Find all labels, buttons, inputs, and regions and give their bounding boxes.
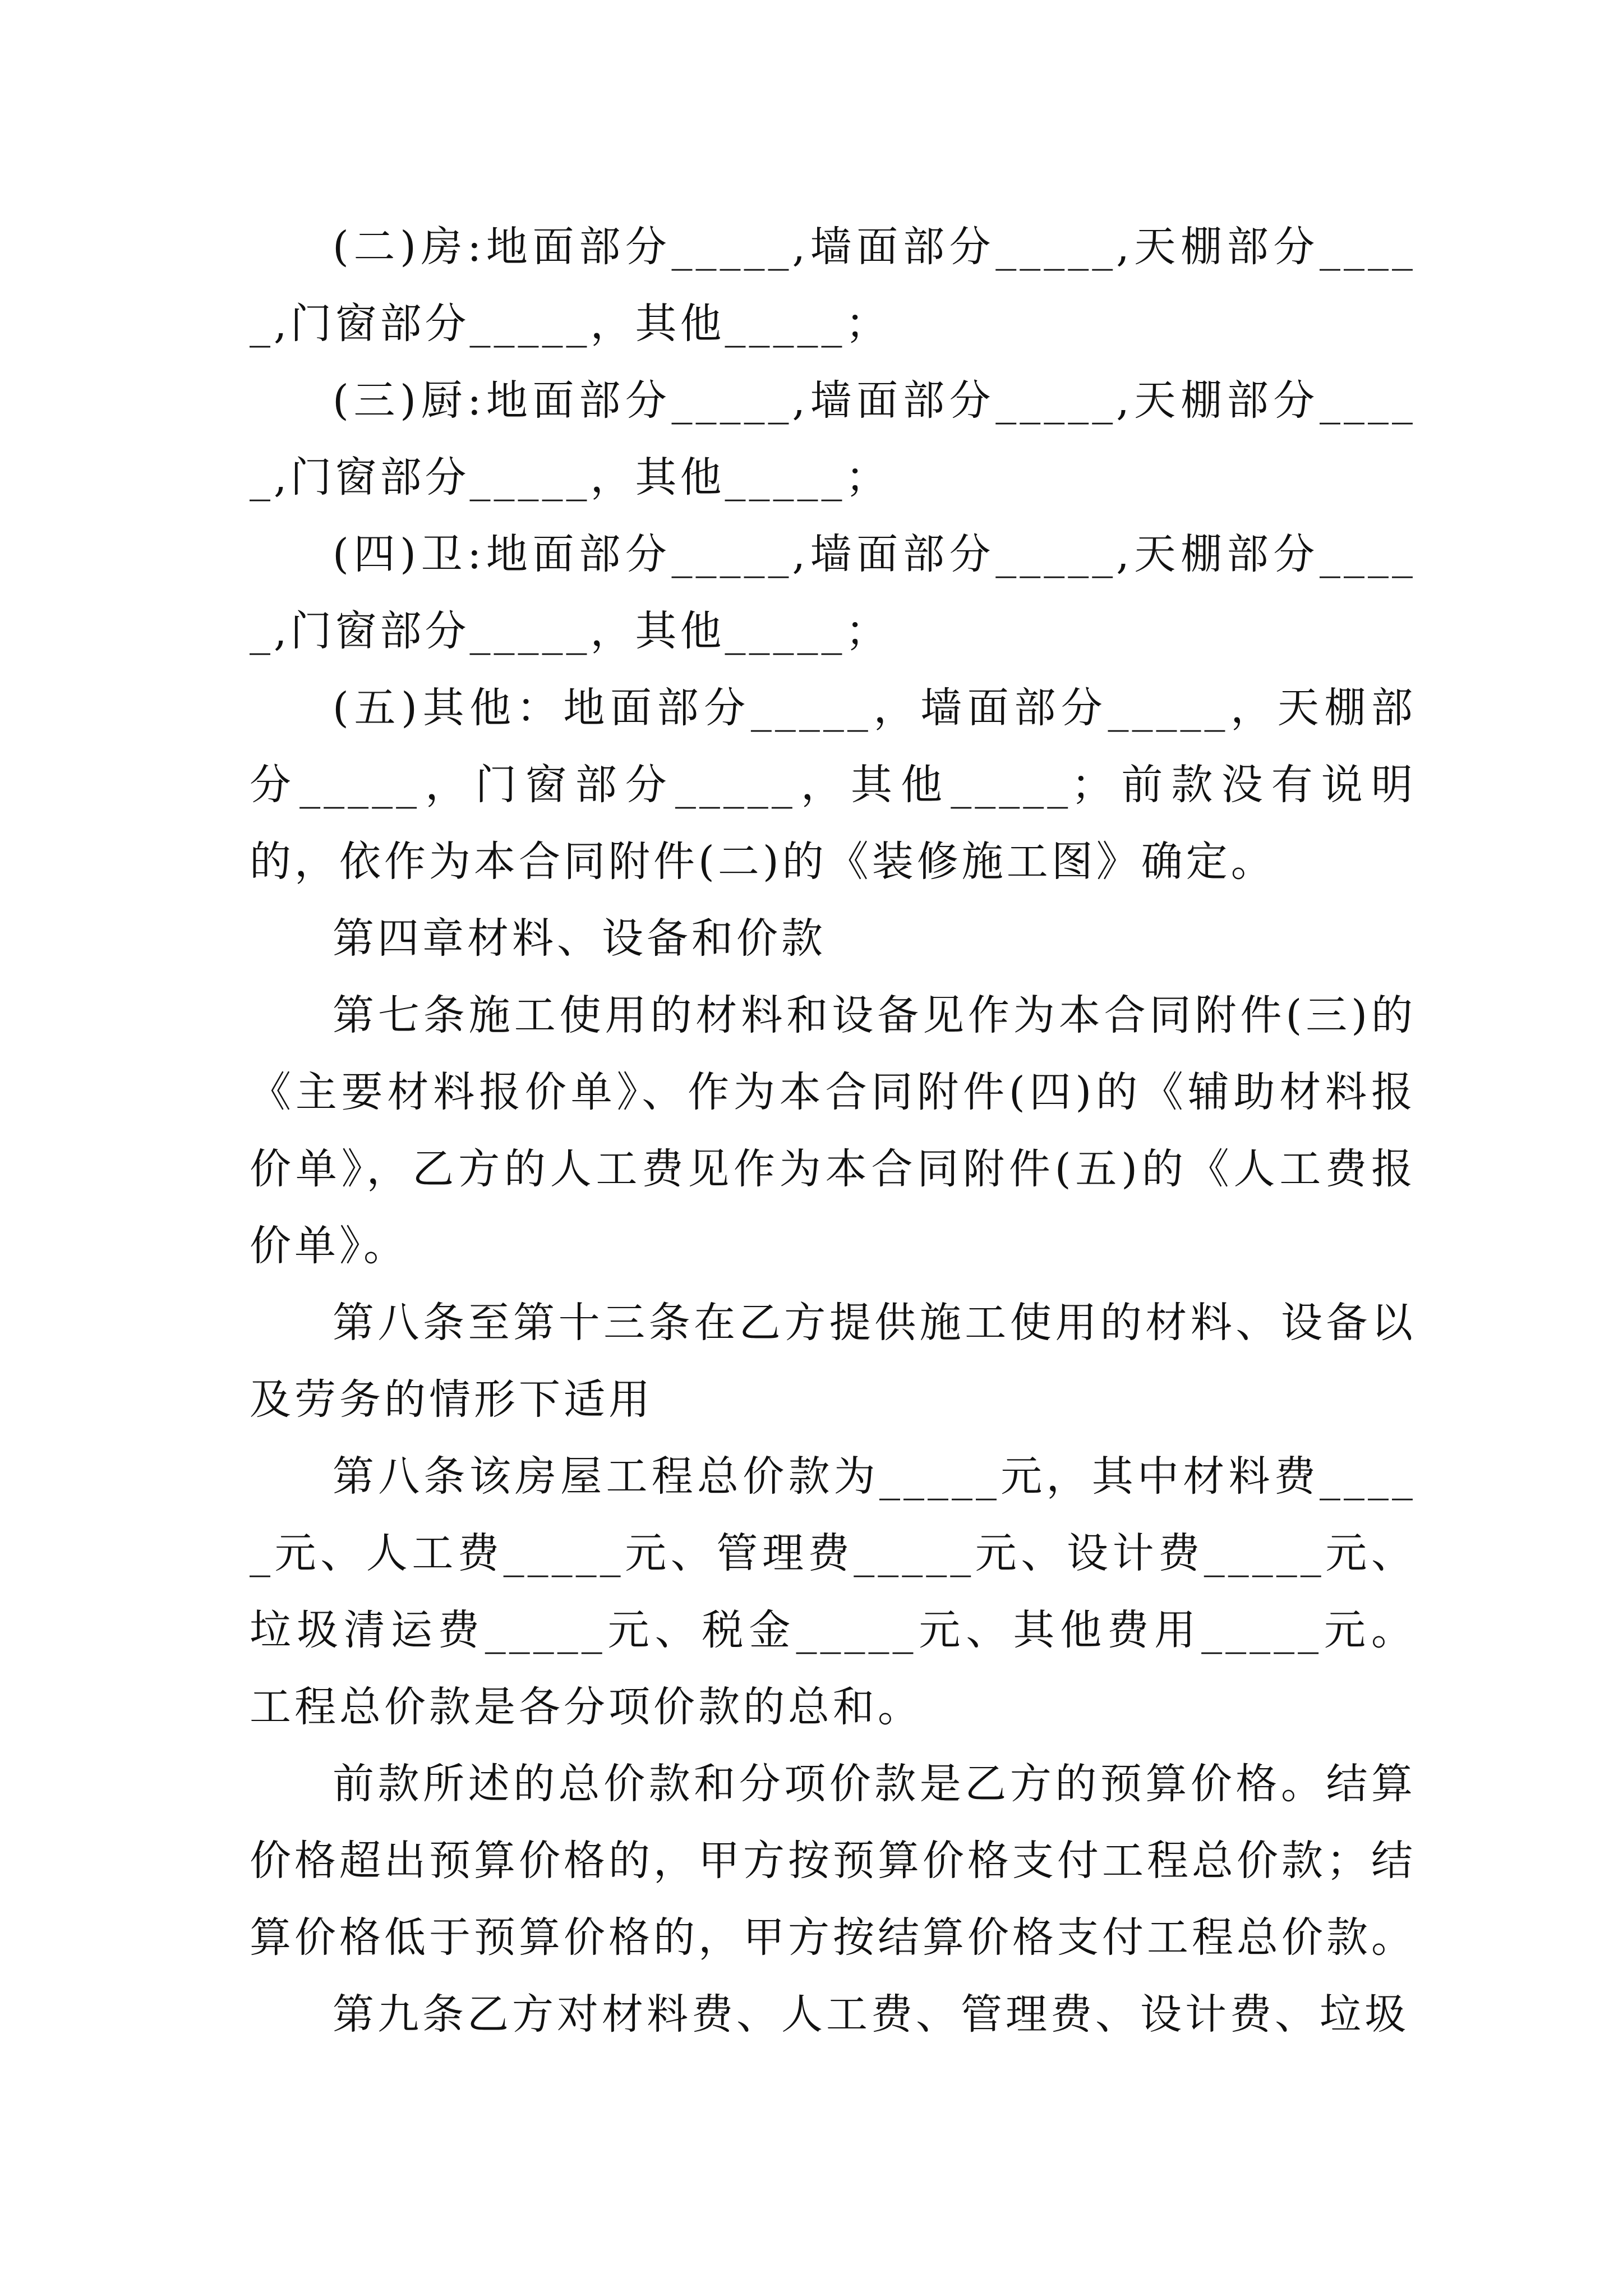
clause-room: (二)房:地面部分_____,墙面部分_____,天棚部分_____,门窗部分_____，其他_____；: [250, 223, 1416, 348]
clause-other: (五)其他：地面部分_____，墙面部分_____，天棚部分_____，门窗部分_____，其他_____；前款没有说明的，依作为本合同附件(二)的《装修施工图》确定。: [250, 684, 1416, 886]
article-8-budget-note: 前款所述的总价款和分项价款是乙方的预算价格。结算价格超出预算价格的，甲方按预算价格支付工程总价款；结算价格低于预算价格的，甲方按结算价格支付工程总价款。: [250, 1760, 1416, 1962]
article-8: 第八条该房屋工程总价款为_____元，其中材料费_____元、人工费_____元、管理费_____元、设计费_____元、垃圾清运费_____元、税金_____元、其他费用_____元。工程总价款是各分项价款的总和。: [250, 1452, 1416, 1731]
chapter-heading: 第四章材料、设备和价款: [333, 914, 826, 963]
clause-bathroom: (四)卫:地面部分_____,墙面部分_____,天棚部分_____,门窗部分_____，其他_____；: [250, 530, 1416, 655]
article-9: 第九条乙方对材料费、人工费、管理费、设计费、垃圾: [333, 1990, 1409, 2039]
articles-8-13-scope: 第八条至第十三条在乙方提供施工使用的材料、设备以及劳务的情形下适用: [250, 1299, 1416, 1424]
clause-kitchen: (三)厨:地面部分_____,墙面部分_____,天棚部分_____,门窗部分_____，其他_____；: [250, 376, 1416, 501]
article-7: 第七条施工使用的材料和设备见作为本合同附件(三)的《主要材料报价单》、作为本合同附件(四)的《辅助材料报价单》，乙方的人工费见作为本合同附件(五)的《人工费报价单》。: [250, 991, 1416, 1270]
document-body: [250, 209, 1416, 2053]
